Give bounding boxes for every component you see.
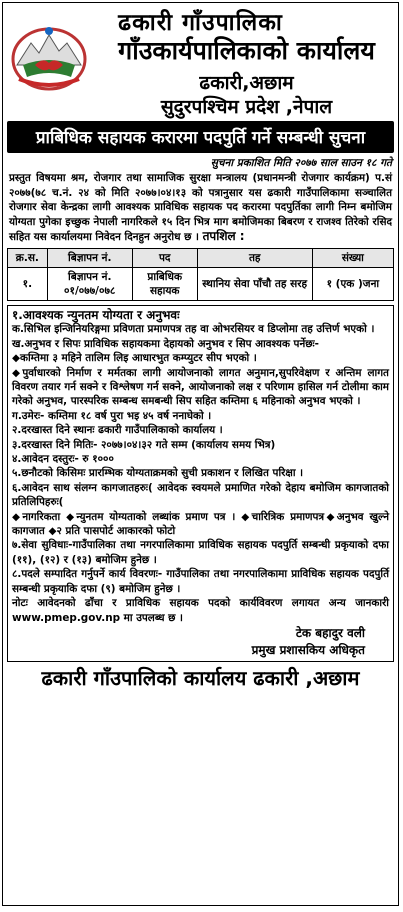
req-bullet-2: ◆पुर्वाधारको निर्माण र मर्मतका लागी आयोजनाको लागत अनुमान,सुपरिवेक्षण र अन्तिम लागत विवरण तयार गर्न सक्ने र विश्लेषण गर्न सक्ने, आयोजनाको लक्ष र परिणाम हासिल गर्न टोलीमा काम गरेको अनुभव, पारस्परिक सम्बन्ध समबन्धी सिप सहित कम्तिमा ६ महिनाको अनुभव भएको ।	[12, 366, 389, 408]
province-line: सुदुरपश्चिम प्रदेश ,नेपाल	[160, 96, 333, 118]
cell-ad-no: बिज्ञापन नं. ०१/०७७/०७८	[47, 267, 132, 300]
col-ad-no: बिज्ञापन नं.	[47, 248, 132, 267]
item-3: ३.दरखास्त दिने मितिः- २०७७।०४।३२ गते सम्म (कार्यालय समय भित्र)	[12, 438, 276, 451]
col-serial: क्र.स.	[8, 248, 48, 267]
req-ka: क.सिभिल इन्जिनियरिङ्गमा प्रविणता प्रमाणपत्र तह वा ओभरसियर व डिप्लोमा तह उत्तिर्ण भएको ।	[12, 323, 375, 336]
cell-level: स्थानिय सेवा पाँचौ तह सरह	[197, 267, 312, 300]
item-7: ७.सेवा सुविधाः-गाउँपालिका तथा नगरपालिकामा प्राविधिक सहायक पदपुर्ति सम्बन्धी प्रकृयाको दफा (११), (१२) र (१३) बमोजिम हुनेछ ।	[12, 539, 389, 566]
header	[3, 3, 398, 121]
note: नोटः आवेदनको ढाँचा र प्राविधिक सहायक पदको कार्यविवरण लगायत अन्य जानकारी www.pmep.gov.np मा उपलब्ध छ ।	[12, 597, 389, 624]
table-row	[8, 267, 394, 300]
address-line: ढकारी,अछाम	[199, 72, 294, 94]
req-ga: ग.उमेरः- कम्तिमा १८ वर्ष पुरा भइ ४५ वर्ष ननाघेको ।	[12, 409, 212, 422]
vacancy-table	[7, 248, 394, 301]
col-post: पद	[132, 248, 197, 267]
municipality-name: ढकारी गाँउपालिका	[118, 10, 283, 36]
cell-count: १ (एक )जना	[312, 267, 393, 300]
col-level: तह	[197, 248, 312, 267]
notice-page	[2, 2, 399, 906]
intro-paragraph	[3, 170, 398, 246]
requirements-heading: १.आवश्यक न्युनतम योग्यता र अनुभवः	[12, 307, 180, 322]
signatory-title: प्रमुख प्रशासकिय अधिकृत	[251, 642, 365, 657]
signature-block	[12, 625, 389, 659]
notice-title: प्राबिधिक सहायक करारमा पदपुर्ति गर्ने सम्बन्धी सुचना	[7, 121, 394, 153]
requirements-section	[7, 305, 394, 662]
item-8: ८.पदले सम्पादित गर्नुपर्ने कार्य विवरणः- गाउँपालिका तथा नगरपालिकामा प्राविधिक सहायक पदपुर्ति सम्बन्धी प्रकृयाकि दफा (९) बमोजिम हुनेछ ।	[12, 568, 389, 595]
item-2: २.दरखास्त दिने स्थानः ढकारी गाउँपालिकाको कार्यालय ।	[12, 424, 223, 437]
cell-serial: १.	[8, 267, 48, 300]
item-5: ५.छनौटको किसिमः प्रारम्भिक योग्यताक्रमको सुची प्रकाशन र लिखित परिक्षा ।	[12, 467, 304, 480]
req-bullet-1: ◆कम्तिमा ३ महिने तालिम लिइ आधारभुत कम्प्युटर सीप भएको ।	[12, 352, 257, 365]
item-6-docs: ◆नागरिकता ◆न्युनतम योग्यताको लब्धांक प्रमाण पत्र । ◆चारित्रिक प्रमाणपत्र◆अनुभव खुल्ने कागजात ◆२ प्रति पासपोर्ट आकारको फोटो	[12, 510, 389, 538]
intro-text: प्रस्तुत विषयमा श्रम, रोजगार तथा सामाजिक सुरक्षा मन्त्रालय (प्रधानमन्त्री रोजगार कार्यक्रम) प.सं २०७७(७८ च.नं. २४ को मिति २०७७।०४।१३ को पत्रानुसार यस ढकारी गाउँपालिकामा सञ्चालित रोजगार सेवा केन्द्रका लागी आवश्यक प्राविधिक सहायक पद करारमा पदपुर्तिका लागी निम्न बमोजिम योग्यता पुगेका इच्छुक नेपाली नागरिकले १५ दिन भित्र माग बमोजिमका बिबरण र राजश्व तिरेको रसिद सहित यस कार्यालयमा निवेदन दिनहुन अनुरोध छ ।	[9, 172, 392, 244]
footer-office: ढकारी गाँउपालिको कार्यालय ढकारी ,अछाम	[41, 665, 360, 690]
office-name: गाँउकार्यपालिकाको कार्यालय	[118, 36, 375, 65]
item-6: ६.आवेदन साथ संलग्न कागजातहरुः( आवेदक स्वयमले प्रमाणित गरेको देहाय बमोजिम कागजातको प्रतिलिपिहरुः(	[12, 481, 389, 509]
item-4: ४.आवेदन दस्तुरः- रु १०००	[12, 453, 114, 466]
table-header-row	[8, 248, 394, 267]
col-count: संख्या	[312, 248, 393, 267]
signatory-name: टेक बहादुर वली	[295, 625, 365, 640]
published-date: सुचना प्रकाशित मिति २०७७ साल साउन १८ गते	[210, 157, 392, 169]
cell-post: प्राबिधिक सहायक	[132, 267, 197, 300]
table-title: तपशिल :	[202, 229, 245, 244]
req-kha: ख.अनुभव र सिपः प्राविधिक सहायकमा देहायको अनुभव र सिप आवश्यक पर्नेछः-	[12, 337, 319, 350]
